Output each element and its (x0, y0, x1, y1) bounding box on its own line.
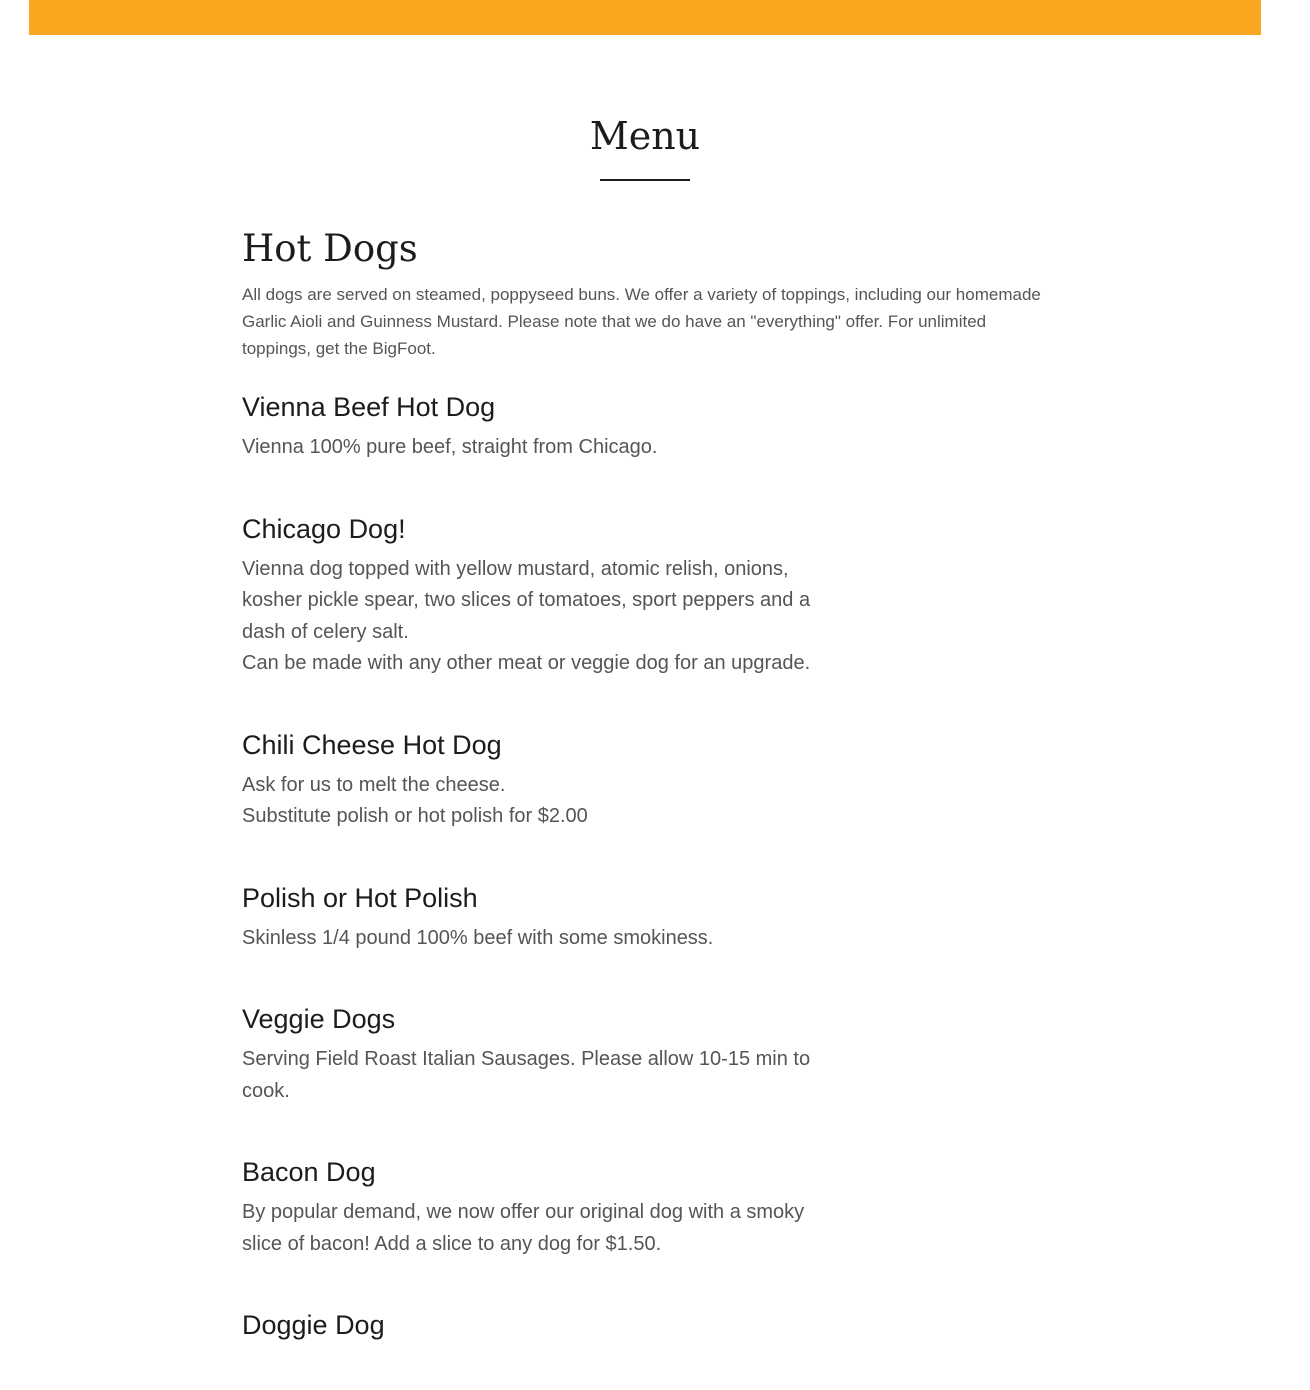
menu-item-description (242, 432, 817, 464)
menu-item-name: Doggie Dog (242, 1310, 385, 1340)
top-accent-bar (29, 0, 1261, 35)
menu-item-description (242, 1197, 817, 1260)
menu-item-desc-line: Serving Field Roast Italian Sausages. Please allow 10-15 min to cook. (242, 1048, 811, 1102)
menu-items-list (242, 390, 1052, 1342)
menu-item (242, 1155, 1052, 1260)
menu-item-description (242, 554, 817, 680)
menu-item (242, 1002, 1052, 1107)
menu-item-desc-line: Substitute polish or hot polish for $2.00 (242, 805, 588, 827)
menu-item-desc-line: Vienna dog topped with yellow mustard, atomic relish, onions, kosher pickle spear, two slices of tomatoes, sport peppers and a dash of celery salt. (242, 557, 811, 643)
menu-item (242, 1308, 1052, 1342)
menu-item-name: Vienna Beef Hot Dog (242, 392, 496, 422)
menu-item-name: Polish or Hot Polish (242, 882, 478, 913)
menu-item (242, 728, 1052, 833)
menu-content (242, 226, 1052, 1390)
section-heading: Hot Dogs (242, 227, 418, 270)
menu-item-desc-line: Can be made with any other meat or veggie dog for an upgrade. (242, 652, 811, 674)
menu-item-description (242, 923, 817, 955)
title-underline (600, 179, 690, 181)
menu-item-desc-line: Ask for us to melt the cheese. (242, 773, 506, 796)
menu-item-desc-line: Skinless 1/4 pound 100% beef with some smokiness. (242, 926, 714, 949)
page-title: Menu (589, 114, 701, 158)
menu-item-desc-line: By popular demand, we now offer our original dog with a smoky slice of bacon! Add a slice to any dog for $1.50. (242, 1201, 805, 1255)
section-description: All dogs are served on steamed, poppyseed buns. We offer a variety of toppings, including our homemade Garlic Aioli and Guinness Mustard. Please note that we do have an "everything" offer. For unlimited toppings, get the BigFoot. (242, 285, 1041, 358)
menu-item-desc-line: Vienna 100% pure beef, straight from Chicago. (242, 436, 658, 458)
menu-item (242, 881, 1052, 955)
menu-item (242, 390, 1052, 464)
menu-item-description (242, 1044, 817, 1107)
menu-item-name: Chili Cheese Hot Dog (242, 729, 502, 760)
menu-item-description (242, 770, 817, 833)
menu-item (242, 512, 1052, 680)
menu-item-name: Chicago Dog! (242, 513, 406, 544)
menu-item-name: Veggie Dogs (242, 1004, 396, 1034)
menu-item-name: Bacon Dog (242, 1157, 376, 1187)
